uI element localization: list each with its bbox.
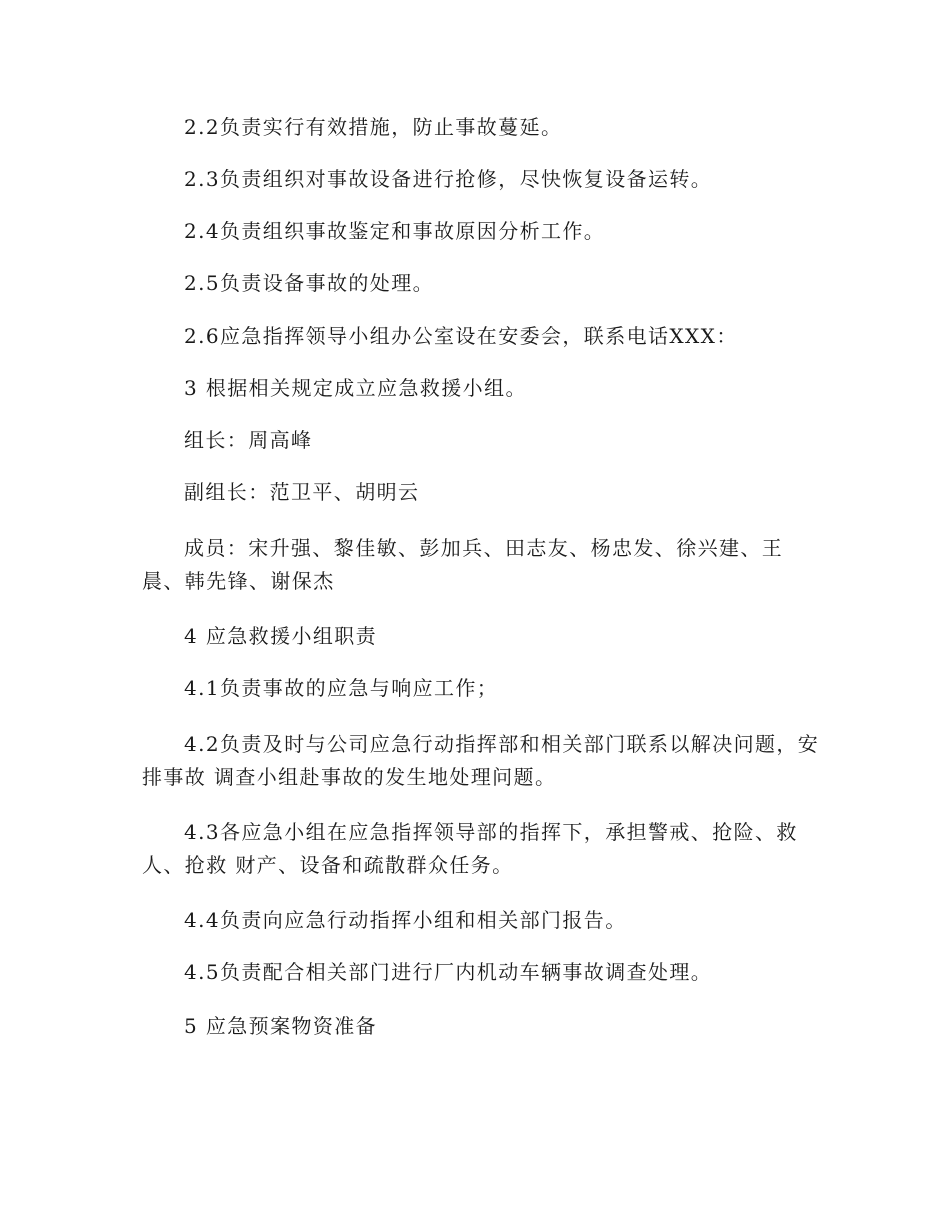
paragraph-4-2: 4.2负责及时与公司应急行动指挥部和相关部门联系以解决问题，安排事故 调查小组赴事故的发生地处理问题。 xyxy=(142,732,820,789)
paragraph-4-5: 4.5负责配合相关部门进行厂内机动车辆事故调查处理。 xyxy=(184,960,713,984)
paragraph-2-3: 2.3负责组织对事故设备进行抢修，尽快恢复设备运转。 xyxy=(184,167,713,191)
heading-section-4: 4 应急救援小组职责 xyxy=(184,624,378,648)
paragraph-4-4: 4.4负责向应急行动指挥小组和相关部门报告。 xyxy=(184,908,627,932)
members-line: 成员：宋升强、黎佳敏、彭加兵、田志友、杨忠发、徐兴建、王晨、韩先锋、谢保杰 xyxy=(142,536,784,593)
heading-section-5: 5 应急预案物资准备 xyxy=(184,1014,378,1038)
deputy-leader-line: 副组长：范卫平、胡明云 xyxy=(184,480,420,504)
paragraph-4-3: 4.3各应急小组在应急指挥领导部的指挥下，承担警戒、抢险、救人、抢救 财产、设备和疏散群众任务。 xyxy=(142,820,798,877)
team-leader-line: 组长：周高峰 xyxy=(184,428,313,452)
paragraph-2-6: 2.6应急指挥领导小组办公室设在安委会，联系电话XXX： xyxy=(184,324,738,348)
paragraph-4-1: 4.1负责事故的应急与响应工作； xyxy=(184,676,499,700)
paragraph-2-4: 2.4负责组织事故鉴定和事故原因分析工作。 xyxy=(184,219,606,243)
paragraph-2-5: 2.5负责设备事故的处理。 xyxy=(184,271,435,295)
paragraph-2-2: 2.2负责实行有效措施，防止事故蔓延。 xyxy=(184,115,563,139)
heading-section-3: 3 根据相关规定成立应急救援小组。 xyxy=(184,376,527,400)
